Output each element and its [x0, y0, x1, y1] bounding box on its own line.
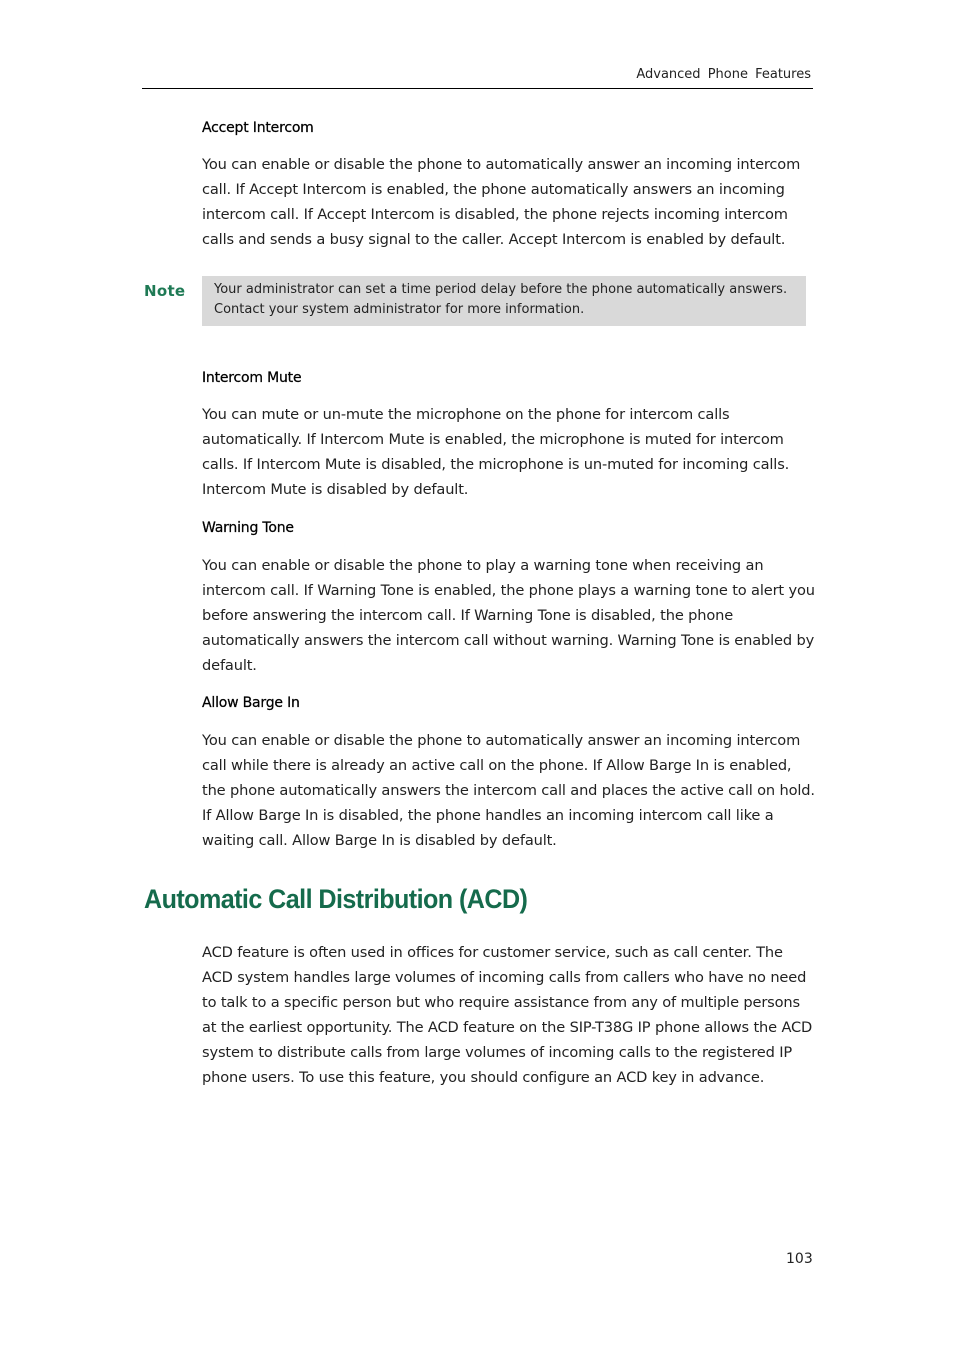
warning-tone-heading: Warning Tone — [202, 520, 294, 536]
accept-intercom-heading: Accept Intercom — [202, 120, 314, 136]
intercom-mute-heading: Intercom Mute — [202, 370, 302, 386]
acd-section-title: Automatic Call Distribution (ACD) — [144, 884, 528, 914]
header-rule — [142, 88, 813, 89]
warning-tone-paragraph: You can enable or disable the phone to play a warning tone when receiving an intercom call. If Warning Tone is enabled, the phone plays a warning tone to alert you before answering the intercom call. If Warning Tone is disabled, the phone automatically answers the intercom call without warning. Warning Tone is enabled by default. — [202, 557, 815, 675]
note-box: Your administrator can set a time period delay before the phone automatically answers. Contact your system administrator for more information. — [202, 276, 806, 326]
acd-paragraph: ACD feature is often used in offices for customer service, such as call center. The ACD system handles large volumes of incoming calls from callers who have no need to talk to a specific person but who require assistance from any of multiple persons at the earliest opportunity. The ACD feature on the SIP-T38G IP phone allows the ACD system to distribute calls from large volumes of incoming calls to the registered IP phone users. To use this feature, you should configure an ACD key in advance. — [202, 944, 813, 1087]
allow-barge-in-heading: Allow Barge In — [202, 695, 300, 711]
page-number: 103 — [786, 1251, 813, 1267]
intercom-mute-paragraph: You can mute or un-mute the microphone on the phone for intercom calls automatically. If Intercom Mute is enabled, the microphone is muted for intercom calls. If Intercom Mute is disabled, the microphone is un-muted for incoming calls. Intercom Mute is disabled by default. — [202, 406, 790, 499]
note-label: Note — [144, 282, 186, 300]
accept-intercom-paragraph: You can enable or disable the phone to automatically answer an incoming intercom call. If Accept Intercom is enabled, the phone automatically answers an incoming intercom call. If Accept Intercom is disabled, the phone rejects incoming intercom calls and sends a busy signal to the caller. Accept Intercom is enabled by default. — [202, 156, 801, 249]
allow-barge-in-paragraph: You can enable or disable the phone to automatically answer an incoming intercom call while there is already an active call on the phone. If Allow Barge In is enabled, the phone automatically answers the intercom call and places the active call on hold. If Allow Barge In is disabled, the phone handles an incoming intercom call like a waiting call. Allow Barge In is disabled by default. — [202, 732, 815, 850]
running-header: Advanced Phone Features — [636, 67, 811, 82]
